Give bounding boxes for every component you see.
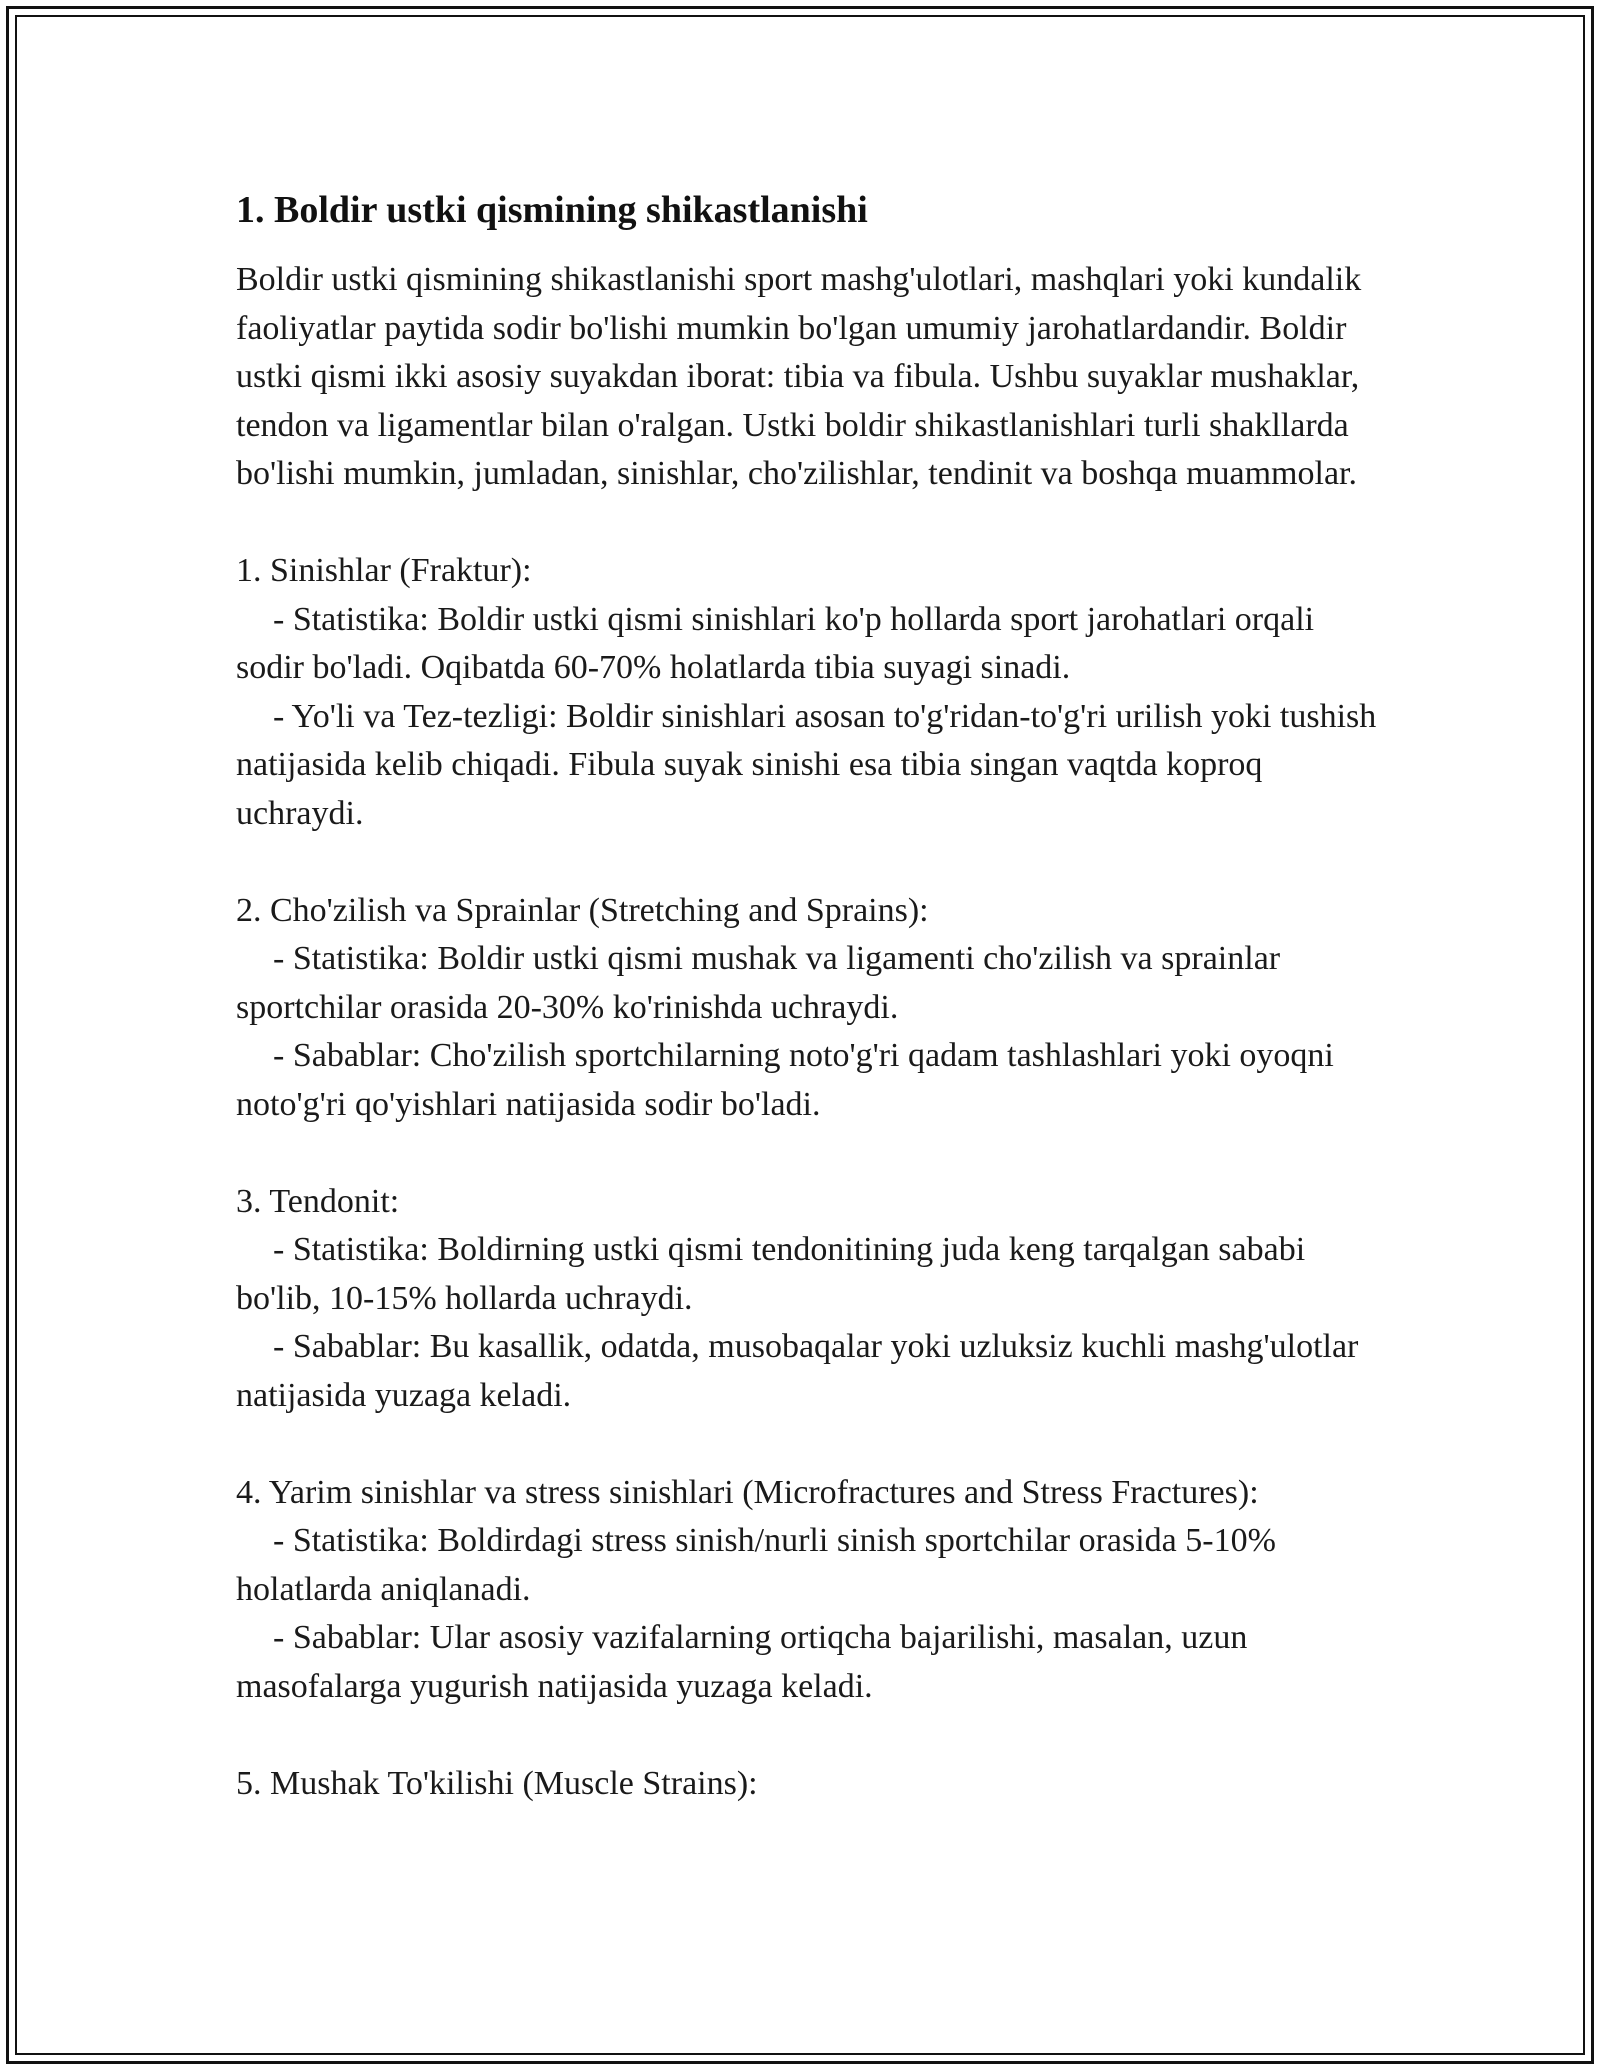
- bullet-item: - Sabablar: Ular asosiy vazifalarning ortiqcha bajarilishi, masalan, uzun masofalarga yugurish natijasida yuzaga keladi.: [236, 1619, 1248, 1705]
- section-stress-fractures: [236, 1469, 1386, 1712]
- bullet-item: - Sabablar: Bu kasallik, odatda, musobaqalar yoki uzluksiz kuchli mashg'ulotlar natijasida yuzaga keladi.: [236, 1328, 1359, 1414]
- document-body: [236, 186, 1386, 1808]
- section-heading: 4. Yarim sinishlar va stress sinishlari (Microfractures and Stress Fractures):: [236, 1473, 1259, 1511]
- section-fractures: [236, 547, 1386, 838]
- section-tendonitis: [236, 1178, 1386, 1421]
- section-sprains: [236, 887, 1386, 1130]
- section-muscle-strains: [236, 1760, 1386, 1809]
- bullet-item: - Statistika: Boldirdagi stress sinish/nurli sinish sportchilar orasida 5-10% holatlarda aniqlanadi.: [236, 1522, 1276, 1608]
- bullet-item: - Sabablar: Cho'zilish sportchilarning noto'g'ri qadam tashlashlari yoki oyoqni noto'g'ri qo'yishlari natijasida sodir bo'ladi.: [236, 1037, 1334, 1123]
- document-title: 1. Boldir ustki qismining shikastlanishi: [236, 189, 868, 231]
- section-heading: 1. Sinishlar (Fraktur):: [236, 552, 532, 589]
- bullet-item: - Statistika: Boldir ustki qismi mushak va ligamenti cho'zilish va sprainlar sportchilar orasida 20-30% ko'rinishda uchraydi.: [236, 940, 1281, 1026]
- bullet-item: - Statistika: Boldirning ustki qismi tendonitining juda keng tarqalgan sababi bo'lib, 10-15% hollarda uchraydi.: [236, 1231, 1306, 1317]
- bullet-item: - Yo'li va Tez-tezligi: Boldir sinishlari asosan to'g'ridan-to'g'ri urilish yoki tushish natijasida kelib chiqadi. Fibula suyak sinishi esa tibia singan vaqtda koproq uchraydi.: [236, 697, 1377, 832]
- section-heading: 5. Mushak To'kilishi (Muscle Strains):: [236, 1764, 758, 1802]
- bullet-item: - Statistika: Boldir ustki qismi sinishlari ko'p hollarda sport jarohatlari orqali sodir bo'ladi. Oqibatda 60-70% holatlarda tibia suyagi sinadi.: [236, 600, 1315, 686]
- intro-paragraph: Boldir ustki qismining shikastlanishi sport mashg'ulotlari, mashqlari yoki kundalik faoliyatlar paytida sodir bo'lishi mumkin bo'lgan umumiy jarohatlardandir. Boldir ustki qismi ikki asosiy suyakdan iborat: tibia va fibula. Ushbu suyaklar mushaklar, tendon va ligamentlar bilan o'ralgan. Ustki boldir shikastlanishlari turli shakllarda bo'lishi mumkin, jumladan, sinishlar, cho'zilishlar, tendinit va boshqa muammolar.: [236, 261, 1370, 492]
- section-heading: 3. Tendonit:: [236, 1182, 400, 1220]
- section-heading: 2. Cho'zilish va Sprainlar (Stretching and Sprains):: [236, 891, 929, 929]
